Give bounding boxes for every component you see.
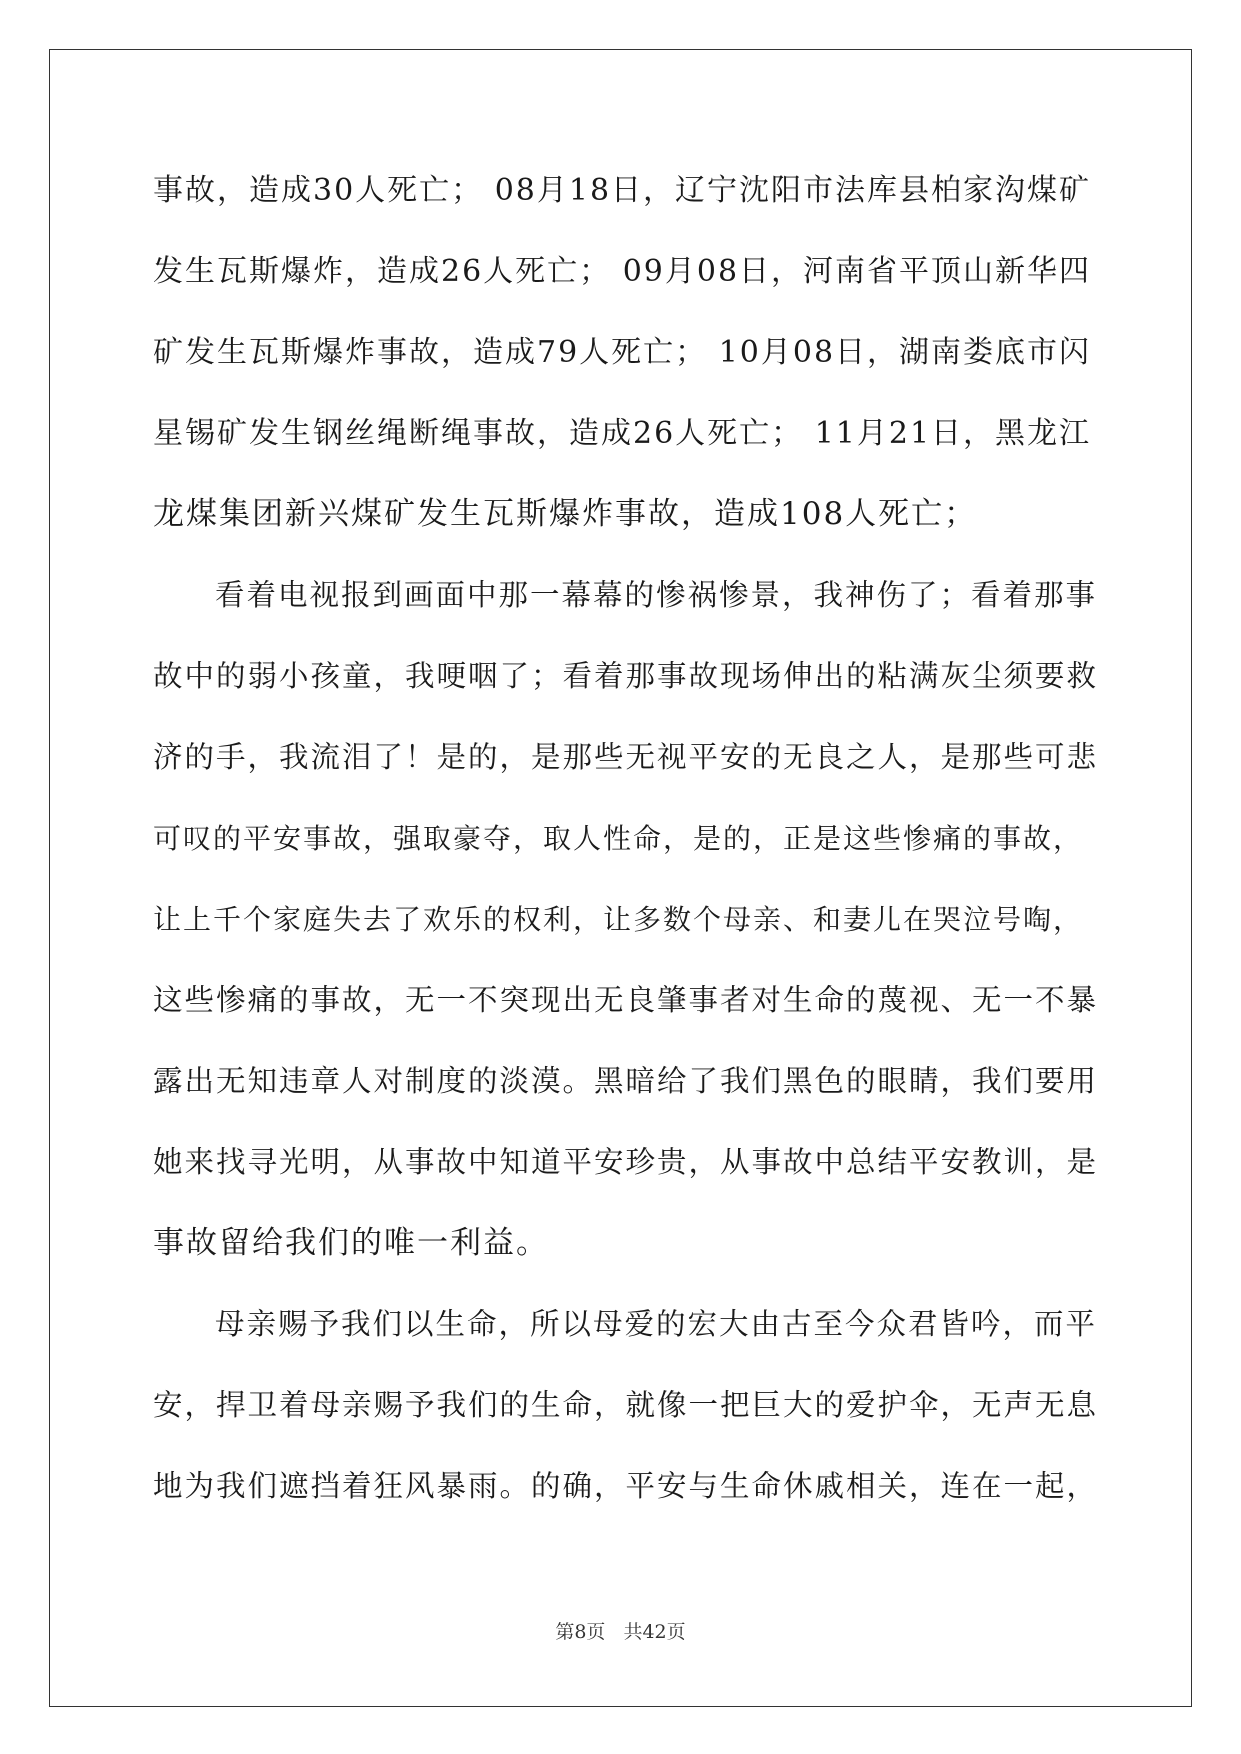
text-line: 故中的弱小孩童，我哽咽了；看着那事故现场伸出的粘满灰尘须要救 [153, 659, 1099, 693]
total-pages: 共42页 [623, 1621, 686, 1643]
text-line: 安，捍卫着母亲赐予我们的生命，就像一把巨大的爱护伞，无声无息 [153, 1388, 1099, 1422]
paragraph [153, 555, 1099, 1284]
document-body [153, 150, 1099, 1527]
page-footer [0, 1617, 1241, 1644]
text-line: 地为我们遮挡着狂风暴雨。的确，平安与生命休戚相关，连在一起， [153, 1469, 1099, 1503]
text-line: 母亲赐予我们以生命，所以母爱的宏大由古至今众君皆吟，而平 [215, 1307, 1098, 1341]
text-line: 她来找寻光明，从事故中知道平安珍贵，从事故中总结平安教训，是 [153, 1145, 1099, 1179]
paragraph [153, 150, 1093, 555]
text-line: 让上千个家庭失去了欢乐的权利，让多数个母亲、和妻儿在哭泣号啕， [153, 903, 1084, 936]
text-line: 事故留给我们的唯一利益。 [153, 1225, 549, 1261]
text-line: 事故，造成30人死亡； 08月18日，辽宁沈阳市法库县柏家沟煤矿 [153, 173, 1092, 208]
text-line: 星锡矿发生钢丝绳断绳事故，造成26人死亡； 11月21日，黑龙江 [153, 416, 1092, 451]
paragraph [153, 1284, 1099, 1527]
page-number: 第8页 [555, 1621, 606, 1643]
text-line: 可叹的平安事故，强取豪夺，取人性命，是的，正是这些惨痛的事故， [153, 822, 1084, 855]
text-line: 龙煤集团新兴煤矿发生瓦斯爆炸事故，造成108人死亡； [153, 496, 978, 532]
text-line: 济的手，我流泪了！是的，是那些无视平安的无良之人，是那些可悲 [153, 740, 1099, 774]
text-line: 发生瓦斯爆炸，造成26人死亡； 09月08日，河南省平顶山新华四 [153, 254, 1092, 289]
text-line: 露出无知违章人对制度的淡漠。黑暗给了我们黑色的眼睛，我们要用 [153, 1064, 1099, 1098]
text-line: 看着电视报到画面中那一幕幕的惨祸惨景，我神伤了；看着那事 [215, 578, 1098, 612]
text-line: 这些惨痛的事故，无一不突现出无良肇事者对生命的蔑视、无一不暴 [153, 983, 1099, 1017]
text-line: 矿发生瓦斯爆炸事故，造成79人死亡； 10月08日，湖南娄底市闪 [153, 335, 1092, 370]
